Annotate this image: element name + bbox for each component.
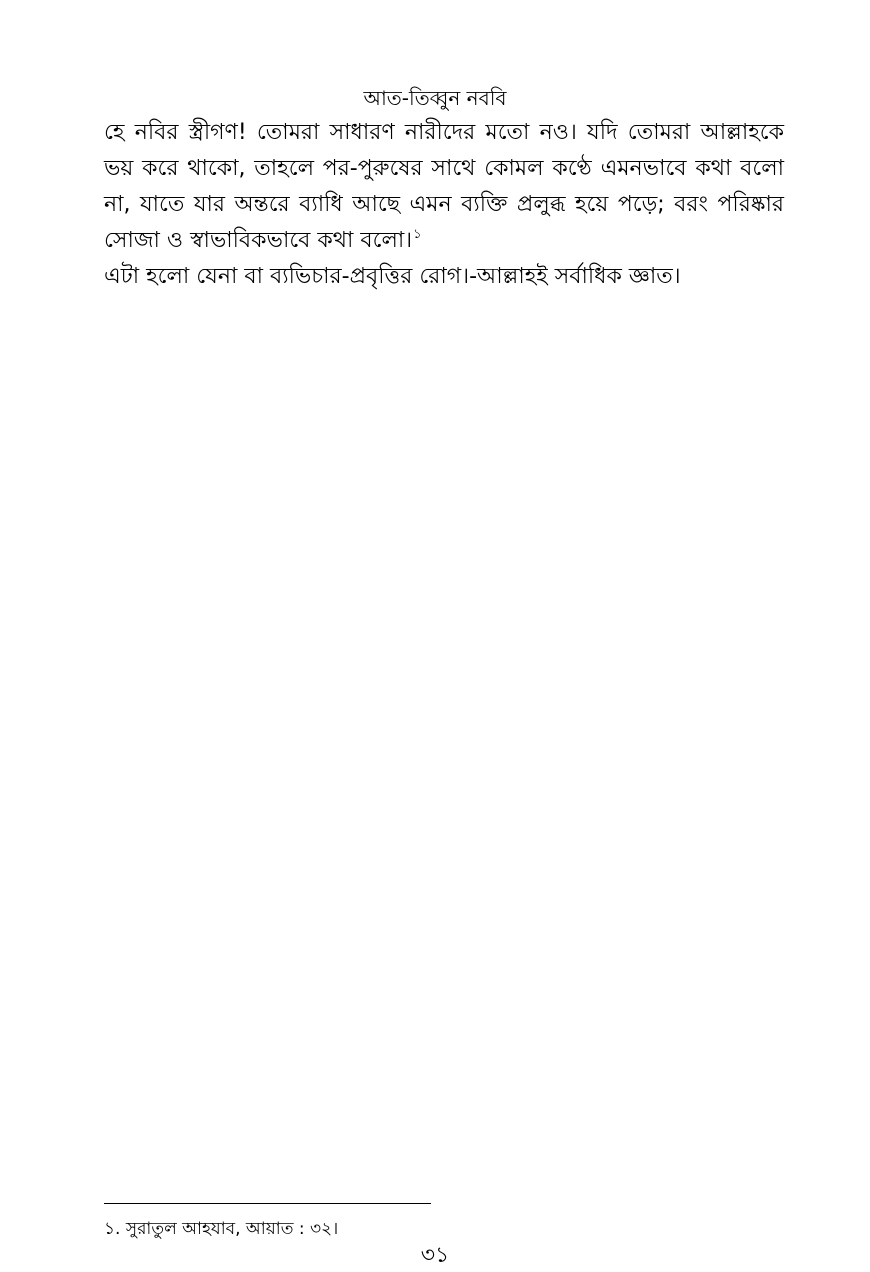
body-text [104,115,784,295]
page-number: ৩১ [420,1243,450,1268]
footnote: ১. সুরাতুল আহযাব, আয়াত : ৩২। [104,1219,339,1239]
running-head: আত-তিব্বুন নববি [363,86,507,110]
quote-text: হে নবির স্ত্রীগণ! তোমরা সাধারণ নারীদের মতো নও। যদি তোমরা আল্লাহকে ভয় করে থাকো, তাহলে পর-পুরুষের সাথে কোমল কণ্ঠে এমনভাবে কথা বলো না, যাতে যার অন্তরে ব্যাধি আছে এমন ব্যক্তি প্রলুব্ধ হয়ে পড়ে; বরং পরিষ্কার সোজা ও স্বাভাবিকভাবে কথা বলো। [104,120,784,253]
footnote-divider [104,1203,431,1204]
quran-quote-paragraph [104,115,784,259]
footnote-marker[interactable]: ১ [413,227,422,242]
explanation-paragraph: এটা হলো যেনা বা ব্যভিচার-প্রবৃত্তির রোগ।-আল্লাহই সর্বাধিক জ্ঞাত। [104,264,681,289]
